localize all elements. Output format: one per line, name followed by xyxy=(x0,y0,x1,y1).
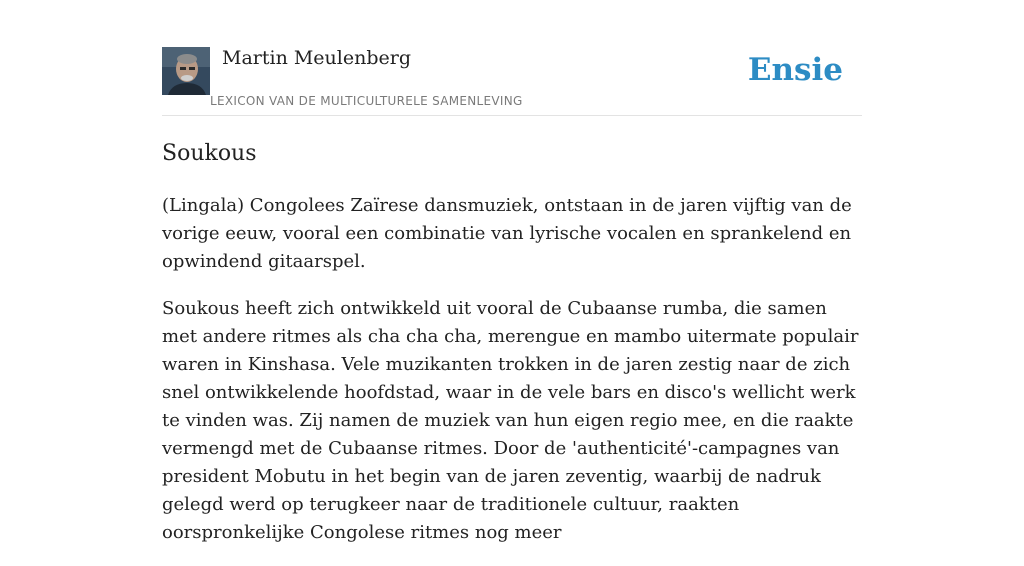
article-container xyxy=(162,0,862,543)
article-paragraph: Soukous heeft zich ontwikkeld uit vooral de Cubaanse rumba, die samen met andere ritmes als cha cha cha, merengue en mambo uitermate populair waren in Kinshasa. Vele muzikanten trokken in de jaren zestig naar de zich snel ontwikkelende hoofdstad, waar in de vele bars en disco's wellicht werk te vinden was. Zij namen de muziek van hun eigen regio mee, en die raakte vermengd met de Cubaanse ritmes. Door de 'authenticité'-campagnes van president Mobutu in het begin van de jaren zeventig, waarbij de nadruk gelegd werd op terugkeer naar de traditionele cultuur, raakten oorspronkelijke Congolese ritmes nog meer xyxy=(162,298,859,543)
author-name[interactable]: Martin Meulenberg xyxy=(222,47,411,69)
author-avatar[interactable] xyxy=(162,47,210,95)
article-title: Soukous xyxy=(162,141,257,166)
article-paragraph: (Lingala) Congolees Zaïrese dansmuziek, ontstaan in de jaren vijftig van de vorige eeuw, vooral een combinatie van lyrische vocalen en sprankelend en opwindend gitaarspel. xyxy=(162,195,852,272)
avatar-image xyxy=(162,47,210,95)
article-body xyxy=(162,192,862,566)
publication-name[interactable]: LEXICON VAN DE MULTICULTURELE SAMENLEVING xyxy=(210,94,523,108)
article-header xyxy=(162,0,862,116)
ensie-logo[interactable]: Ensie xyxy=(747,52,843,88)
